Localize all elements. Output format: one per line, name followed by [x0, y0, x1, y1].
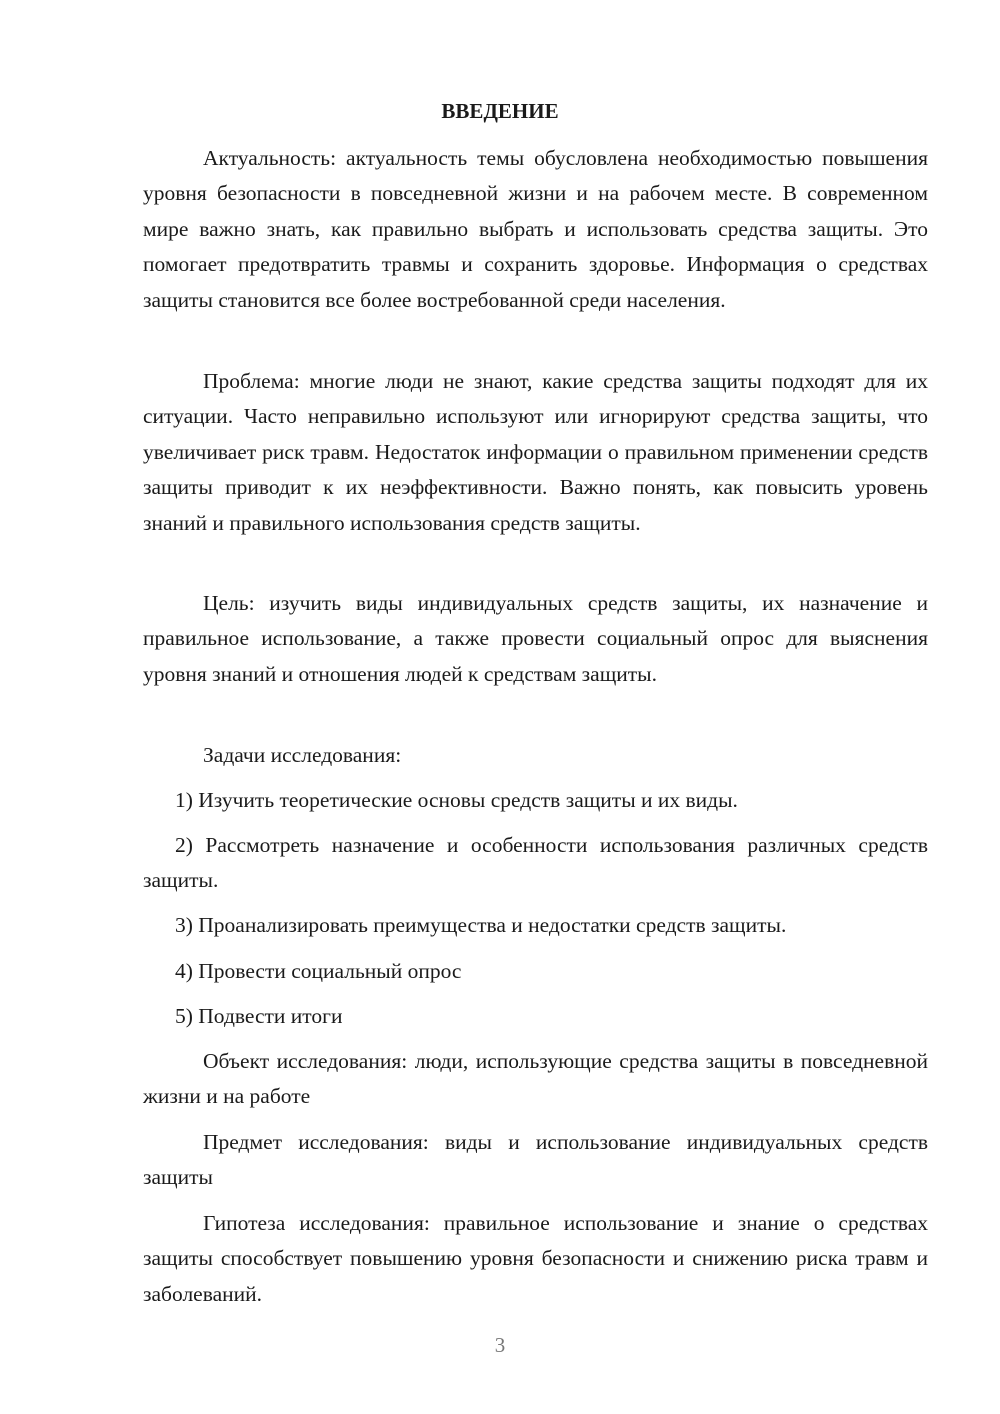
paragraph-object: Объект исследования: люди, использующие средства защиты в повседневной жизни и на работе [143, 1049, 928, 1109]
page-title: ВВЕДЕНИЕ [441, 99, 559, 123]
task-item: 5) Подвести итоги [175, 1004, 343, 1028]
task-item: 3) Проанализировать преимущества и недостатки средств защиты. [175, 913, 787, 937]
paragraph-relevance: Актуальность: актуальность темы обусловлена необходимостью повышения уровня безопасности в повседневной жизни и на рабочем месте. В современном мире важно знать, как правильно выбрать и использовать средства защиты. Это помогает предотвратить травмы и сохранить здоровье. Информация о средствах защиты становится все более востребованной среди населения. [143, 146, 928, 312]
tasks-heading: Задачи исследования: [203, 743, 402, 767]
paragraph-hypothesis: Гипотеза исследования: правильное использование и знание о средствах защиты способствует повышению уровня безопасности и снижению риска травм и заболеваний. [143, 1211, 928, 1306]
paragraph-goal: Цель: изучить виды индивидуальных средств защиты, их назначение и правильное использование, а также провести социальный опрос для выяснения уровня знаний и отношения людей к средствам защиты. [143, 591, 928, 686]
page-number: 3 [494, 1333, 506, 1357]
task-item: 4) Провести социальный опрос [175, 959, 462, 983]
paragraph-subject: Предмет исследования: виды и использование индивидуальных средств защиты [143, 1130, 928, 1190]
task-item: 1) Изучить теоретические основы средств защиты и их виды. [175, 788, 738, 812]
task-item: 2) Рассмотреть назначение и особенности использования различных средств защиты. [143, 833, 928, 893]
paragraph-problem: Проблема: многие люди не знают, какие средства защиты подходят для их ситуации. Часто неправильно используют или игнорируют средства защиты, что увеличивает риск травм. Недостаток информации о правильном применении средств защиты приводит к их неэффективности. Важно понять, как повысить уровень знаний и правильного использования средств защиты. [143, 369, 928, 535]
